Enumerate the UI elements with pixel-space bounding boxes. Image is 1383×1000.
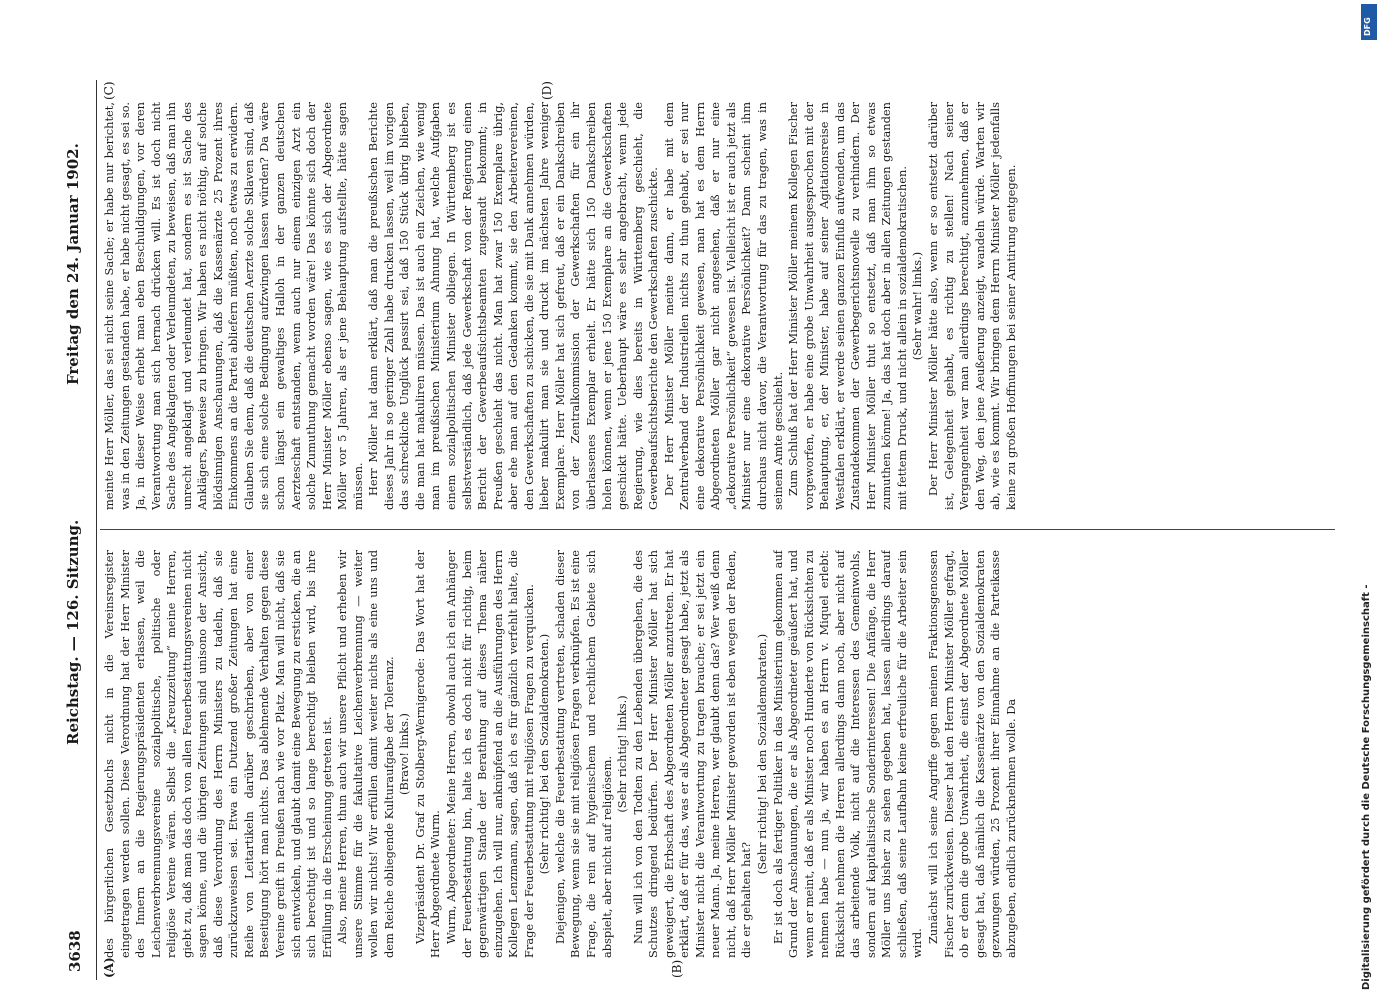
paragraph: Zum Schluß hat der Herr Minister Möller meinem Kollegen Fischer vorgeworfen, er habe eine grobe Unwahrheit ausgesprochen mit der Behauptung, er, der Minister, habe auf seiner Agitationsreise in Westfalen erklärt, er werde seinen ganzen Einfluß aufwenden, um das Zustandekommen der Gewerbegerichtsnovelle zu verhindern. Der Herr Minister Möller thut so entsetzt, daß man ihm so etwas zumuthen könne! Ja, das hat doch aber in allen Zeitungen gestanden mit fettem Druck, und nicht allein in sozialdemokratischen. xyxy=(786,102,909,510)
interjection: (Sehr richtig! links.) xyxy=(615,695,630,813)
session-date: Freitag den 24. Januar 1902. xyxy=(64,143,82,385)
paragraph: Er ist doch als fertiger Politiker in das Ministerium gekommen auf Grund der Anschauungen, die er als Abgeordneter geäußert hat, und wenn er meint, daß er als Minister noch Hunderte von Rücksichten zu nehmen habe — nun ja, wir haben es an Herrn v. Miquel erlebt: Rücksicht nehmen die Herren allerdings dann noch, aber nicht auf das arbeitende Volk, nicht auf die Interessen des Gemeinwohls, sondern auf kapitalistische Sonderinteressen! Die Anfänge, die Herr Möller uns bisher zu sehen gegeben hat, lassen allerdings darauf schließen, daß seine Laufbahn keine erfreuliche für die Arbeiter sein wird. xyxy=(770,550,925,958)
margin-marker-d: (D) xyxy=(540,81,554,100)
paragraph: Der Herr Minister Möller hätte also, wenn er so entsetzt darüber ist, Gelegenheit gehabt, es richtig zu stellen! Nach seiner Vergangenheit war man allerdings berechtigt, anzunehmen, daß er den Weg, den jene Aeußerung anzeigt, wandeln würde. Warten wir ab, wie es kommt. Wir bringen dem Herrn Minister Möller jedenfalls keine zu großen Hoffnungen bei seiner Amtirung entgegen. xyxy=(925,102,1018,510)
document-page xyxy=(60,80,1350,980)
interjection: (Sehr richtig! bei den Sozialdemokraten.) xyxy=(754,633,769,875)
paragraph: des bürgerlichen Gesetzbuchs nicht in die Vereinsregister eingetragen werden sollen. Diese Verordnung hat der Herr Minister des Innern an die Regierungspräsidenten erlassen, weil die Leichenverbrennungsvereine sozialpolitische, politische oder religiöse Vereine wären. Selbst die „Kreuzzeitung“ meine Herren, giebt zu, daß man das doch von allen Feuerbestattungsvereinen nicht sagen könne, und die übrigen Zeitungen sind unisono der Ansicht, daß diese Verordnung des Herrn Ministers zu tadeln, daß sie zurückzuweisen sei. Etwa ein Dutzend großer Zeitungen hat eine Reihe von Leitartikeln darüber geschrieben, aber von einer Beseitigung hört man nichts. Das ablehnende Verhalten gegen diese Vereine greift in Preußen nach wie vor Platz. Man will nicht, daß sie sich entwickeln, und glaubt damit eine Bewegung zu ersticken, die an sich berechtigt ist und so lange berechtigt bleiben wird, bis ihre Erfüllung in die Erscheinung getreten ist. xyxy=(102,550,334,958)
interjection: (Sehr richtig! bei den Sozialdemokraten.) xyxy=(537,633,552,875)
paragraph: Nun will ich von den Todten zu den Lebenden übergehen, die des Schutzes dringend bedürfen. Der Herr Minister Möller hat sich geweigert, die Erbschaft des Abgeordneten Möller anzutreten. Er hat erklärt, daß er für das, was er als Abgeordneter gesagt habe, jetzt als Minister nicht die Verantwortung zu tragen brauche; er sei jetzt ein neuer Mann. Ja, meine Herren, wer glaubt denn das? Wer weiß denn nicht, daß Herr Möller Minister geworden ist eben wegen der Reden, die er gehalten hat? xyxy=(630,550,754,958)
interjection: (Bravo! links.) xyxy=(397,713,412,795)
paragraph: Der Herr Minister Möller meinte dann, er habe mit dem Zentralverband der Industriellen nichts zu thun gehabt, er sei nur eine dekorative Persönlichkeit gewesen, man hat es dem Herrn Abgeordneten Möller gar nicht angesehen, daß er nur eine „dekorative Persönlichkeit“ gewesen ist. Vielleicht ist er auch jetzt als Minister nur eine dekorative Persönlichkeit? Dann scheint ihm durchaus nicht davor, die Verantwortung für das zu tragen, was in seinem Amte geschieht. xyxy=(661,102,785,510)
digitization-credit: Digitalisierung gefördert durch die Deutsche Forschungsgemeinschaft - xyxy=(1361,584,1372,990)
paragraph: Diejenigen, welche die Feuerbestattung vertreten, schaden dieser Bewegung, wenn sie sie mit religiösen Fragen verknüpfen. Es ist eine Frage, die rein auf hygienischem und rechtlichem Gebiete sich abspielt, aber nicht auf religiösem. xyxy=(552,550,614,958)
paragraph: meinte Herr Möller, das sei nicht seine Sache; er habe nur berichtet, was in den Zeitungen gestanden habe, er habe nicht gesagt, es sei so. Ja, in dieser Weise erhebt man eben Beschuldigungen, vor deren Verantwortung man sich hernach drücken will. Es ist doch nicht Sache des Angeklagten oder Verleumdeten, zu beweisen, daß man ihn unrecht angeklagt und verleumdet hat, sondern es ist Sache des Anklägers, Beweise zu bringen. Wir haben es nicht nöthig, auf solche blödsinnigen Anschauungen, daß die Kassenärzte 25 Prozent ihres Einkommens an die Partei abliefern müßten, noch etwas zu erwidern. Glauben Sie denn, daß die deutschen Aerzte solche Sklaven sind, daß sie sich eine solche Bedingung aufzwingen lassen würden? Da wäre schon längst ein gewaltiges Halloh in der ganzen deutschen Aerzteschaft entstanden, wenn auch nur einem einzigen Arzt ein solche Zumuthung gemacht worden wäre! Das könnte sich doch der Herr Minister Möller ebenso sagen, wie es sich der Abgeordnete Möller vor 5 Jahren, als er jene Behauptung aufstellte, hätte sagen müssen. xyxy=(102,102,365,510)
header-rule xyxy=(96,80,97,980)
speaker-announcement: Vizepräsident Dr. Graf zu Stolberg-Wernigerode: Das Wort hat der Herr Abgeordnete Wurm. xyxy=(412,550,443,958)
paragraph: Herr Möller hat dann erklärt, daß man die preußischen Berichte dieses Jahr in so geringer Zahl habe drucken lassen, weil im vorigen das schreckliche Unglück passirt sei, daß 150 Stück übrig blieben, die man hat makuliren müssen. Das ist auch ein Zeichen, wie wenig man im preußischen Ministerium Ahnung hat, welche Aufgaben einem sozialpolitischen Minister obliegen. In Württemberg ist es selbstverständlich, daß jede Gewerkschaft von der Regierung einen Bericht der Gewerbeaufsichtsbeamten zugesandt bekommt; in Preußen geschieht das nicht. Man hat zwar 150 Exemplare übrig, aber ehe man auf den Gedanken kommt, sie den Arbeitervereinen, den Gewerkschaften zu schicken, die sie mit Dank annehmen würden, lieber makulirt man sie und druckt im nächsten Jahre weniger Exemplare. Herr Möller hat sich gefreut, daß er ein Dankschreiben von der Zentralkommission der Gewerkschaften für ein ihr überlassenes Exemplar erhielt. Er hätte sich 150 Dankschreiben holen können, wenn er jene 150 Exemplare an die Gewerkschaften geschickt hätte. Ueberhaupt wäre es sehr angebracht, wenn jede Regierung, wie dies bereits in Württemberg geschieht, die Gewerbeaufsichtsberichte den Gewerkschaften zuschickte. xyxy=(366,102,661,510)
page-number: 3638 xyxy=(66,930,84,972)
dfg-logo: DFG xyxy=(1361,4,1377,40)
page-header xyxy=(60,80,94,980)
margin-marker-c: (C) xyxy=(102,81,116,100)
margin-marker-a: (A) xyxy=(102,957,116,978)
session-title: Reichstag. — 126. Sitzung. xyxy=(64,519,82,745)
paragraph: Zunächst will ich seine Angriffe gegen meinen Fraktionsgenossen Fischer zurückweisen. Dieser hat den Herrn Minister Möller gefragt, ob er denn die grobe Unwahrheit, die einst der Abgeordnete Möller gesagt hat, daß nämlich die Kassenärzte von den Sozialdemokraten gezwungen würden, 25 Prozent ihrer Einnahme an die Parteikasse abzugeben, endlich zurücknehmen wolle. Da xyxy=(925,550,1018,958)
digitization-footer xyxy=(1357,0,1383,1000)
left-column xyxy=(102,550,1332,958)
margin-marker-b: (B) xyxy=(670,959,684,978)
speech-paragraph: Wurm, Abgeordneter: Meine Herren, obwohl auch ich ein Anhänger der Feuerbestattung bin, halte ich es doch nicht für richtig, beim gegenwärtigen Stande der Berathung auf dieses Thema näher einzugehen. Ich will nur, anknüpfend an die Ausführungen des Herrn Kollegen Lenzmann, sagen, daß ich es für gänzlich verfehlt halte, die Frage der Feuerbestattung mit religiösen Fragen zu verquicken. xyxy=(444,550,536,958)
right-column xyxy=(102,102,1332,510)
column-divider xyxy=(100,529,1335,530)
paragraph: Also, meine Herren, thun auch wir unsere Pflicht und erheben wir unsere Stimme für die fakultative Leichenverbrennung — weiter wollen wir nichts! Wir erfüllen damit weiter nichts als eine uns und dem Reiche obliegende Kulturaufgabe der Toleranz. xyxy=(335,550,396,958)
interjection: (Sehr wahr! links.) xyxy=(910,251,925,361)
